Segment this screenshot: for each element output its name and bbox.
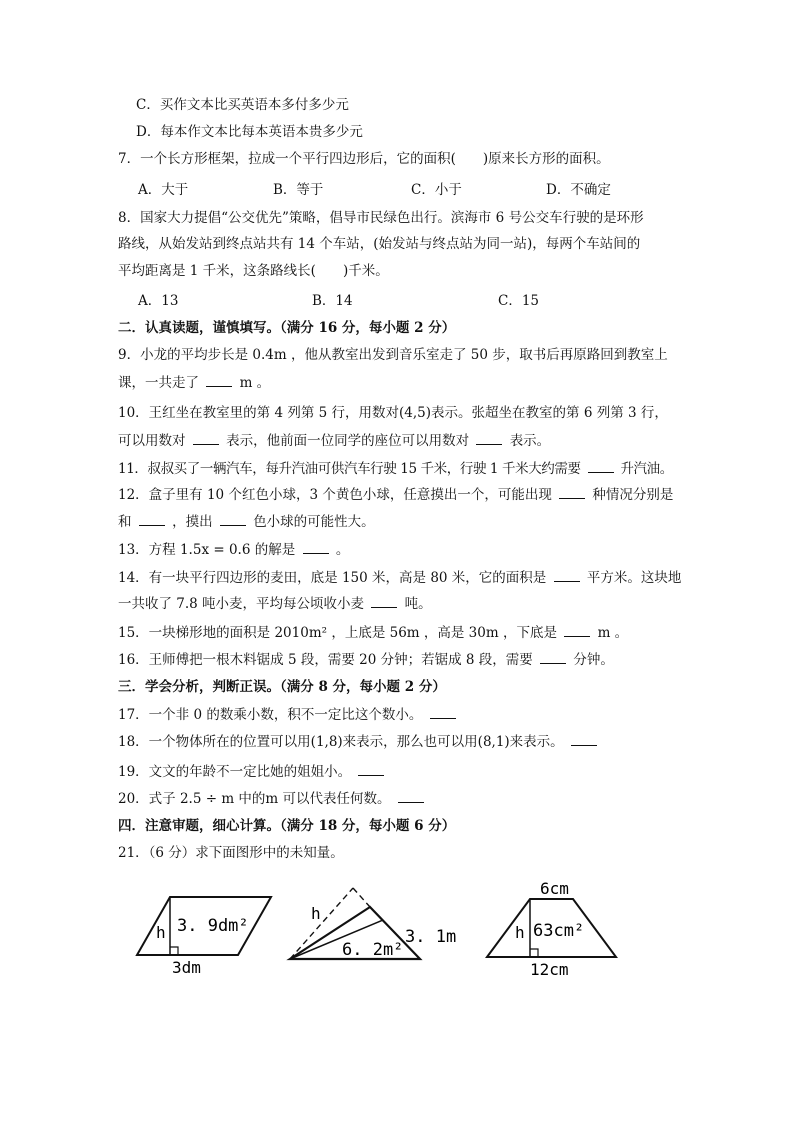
q14-answer-blank-2[interactable] (371, 595, 397, 608)
q10-answer-blank-2[interactable] (476, 432, 502, 445)
q14-text-c: 一共收了 7.8 吨小麦，平均每公顷收小麦 (118, 596, 365, 612)
q6-option-d: D．每本作文本比每本英语本贵多少元 (136, 124, 363, 140)
q7-text: 7．一个长方形框架，拉成一个平行四边形后，它的面积( )原来长方形的面积。 (118, 151, 610, 167)
q12-answer-blank-2[interactable] (139, 513, 165, 526)
q8-line2: 路线，从始发站到终点站共有 14 个车站，(始发站与终点站为同一站)，每两个车站间的 (118, 236, 641, 252)
q10-text-b: 表示，他前面一位同学的座位可以用数对 (226, 433, 470, 449)
fig2-side-label: 3. 1m (405, 927, 457, 947)
fig3-bottom-label: 12cm (530, 960, 569, 979)
q8-line1: 8．国家大力提倡“公交优先”策略，倡导市民绿色出行。滨海市 6 号公交车行驶的是环形 (118, 210, 644, 226)
q12-text-e: 色小球的可能性大。 (253, 514, 375, 530)
q10-line1: 10．王红坐在教室里的第 4 列第 5 行，用数对(4,5)表示。张超坐在教室的第 6 列第 3 行， (118, 405, 668, 421)
q21-figures (0, 875, 794, 1025)
q11-text-b: 升汽油。 (620, 461, 673, 477)
q18-answer-blank[interactable] (571, 733, 597, 746)
q13-text-a: 13．方程 1.5x = 0.6 的解是 (118, 542, 296, 558)
q17-answer-blank[interactable] (430, 706, 456, 719)
fig3-top-label: 6cm (540, 879, 569, 898)
q6-option-c: C．买作文本比买英语本多付多少元 (136, 97, 349, 113)
q12-text-b: 种情况分别是 (592, 487, 674, 503)
q12-text-c: 和 (118, 514, 132, 530)
q10-text-c: 表示。 (509, 433, 551, 449)
q7-option-d: D．不确定 (546, 182, 611, 198)
fig1-h-label: h (156, 923, 166, 942)
q19-text: 19．文文的年龄不一定比她的姐姐小。 (118, 764, 352, 780)
q9-answer-blank[interactable] (206, 374, 232, 387)
q9-text-a: 课，一共走了 (118, 375, 199, 391)
q9-line2 (118, 373, 270, 393)
figure-parallelogram (137, 897, 271, 977)
q20-text: 20．式子 2.5 ÷ m 中的m 可以代表任何数。 (118, 791, 391, 807)
q12-text-d: ，摸出 (172, 514, 213, 530)
q18-line (118, 732, 600, 752)
q20-line (118, 789, 427, 809)
fig1-area-label: 3. 9dm² (177, 916, 249, 936)
q11-answer-blank[interactable] (588, 460, 614, 473)
fig3-h-label: h (515, 923, 525, 942)
q12-answer-blank-3[interactable] (220, 513, 246, 526)
q20-answer-blank[interactable] (398, 790, 424, 803)
q15-answer-blank[interactable] (564, 624, 590, 637)
q11-text-a: 11．叔叔买了一辆汽车，每升汽油可供汽车行驶 15 千米，行驶 1 千米大约需要 (118, 461, 581, 477)
q17-line (118, 705, 459, 725)
section2-header: 二．认真读题，谨慎填写。（满分 16 分，每小题 2 分） (118, 320, 456, 336)
fig1-base-label: 3dm (172, 958, 201, 977)
q7-option-a: A．大于 (138, 182, 189, 198)
q14-text-a: 14．有一块平行四边形的麦田，底是 150 米，高是 80 米，它的面积是 (118, 570, 547, 586)
q7-option-c: C．小于 (411, 182, 462, 198)
q12-answer-blank-1[interactable] (559, 486, 585, 499)
q8-line3: 平均距离是 1 千米，这条路线长( )千米。 (118, 263, 389, 279)
q16-line (118, 650, 614, 670)
q8-option-c: C．15 (498, 293, 540, 309)
q9-text-b: m 。 (239, 375, 271, 391)
q8-option-b: B．14 (312, 293, 353, 309)
q16-text-a: 16．王师傅把一根木料锯成 5 段，需要 20 分钟；若锯成 8 段，需要 (118, 652, 533, 668)
q14-line1 (118, 568, 681, 588)
q21-text: 21．（6 分）求下面图形中的未知量。 (118, 845, 344, 861)
q16-text-b: 分钟。 (573, 652, 614, 668)
figure-triangle (290, 888, 456, 960)
q12-text-a: 12．盒子里有 10 个红色小球，3 个黄色小球，任意摸出一个，可能出现 (118, 487, 552, 503)
q9-line1: 9．小龙的平均步长是 0.4m ，他从教室出发到音乐室走了 50 步，取书后再原路回到教室上 (118, 347, 668, 363)
q14-line2 (118, 594, 432, 614)
q18-text: 18．一个物体所在的位置可以用(1,8)来表示，那么也可以用(8,1)来表示。 (118, 734, 564, 750)
fig2-h-label: h (311, 904, 321, 923)
fig3-area-label: 63cm² (533, 921, 585, 941)
q10-line2 (118, 431, 550, 451)
q17-text: 17．一个非 0 的数乘小数，积不一定比这个数小。 (118, 707, 423, 723)
q14-text-d: 吨。 (404, 596, 432, 612)
q14-text-b: 平方米。这块地 (586, 570, 682, 586)
q15-text-a: 15．一块梯形地的面积是 2010m² ，上底是 56m ，高是 30m ，下底是 (118, 625, 557, 641)
q15-text-b: m 。 (597, 625, 629, 641)
figure-trapezoid (487, 879, 616, 979)
q13-line (118, 540, 349, 560)
q11-line (118, 459, 673, 479)
q13-answer-blank[interactable] (303, 541, 329, 554)
q19-answer-blank[interactable] (358, 763, 384, 776)
q8-option-a: A．13 (138, 293, 179, 309)
fig2-area-label: 6. 2m² (342, 940, 404, 960)
q19-line (118, 762, 387, 782)
q14-answer-blank-1[interactable] (554, 569, 580, 582)
section3-header: 三．学会分析，判断正误。（满分 8 分，每小题 2 分） (118, 679, 446, 695)
q16-answer-blank[interactable] (540, 651, 566, 664)
q10-answer-blank-1[interactable] (193, 432, 219, 445)
q12-line1 (118, 485, 673, 505)
q10-text-a: 可以用数对 (118, 433, 186, 449)
q13-text-b: 。 (335, 542, 350, 558)
section4-header: 四．注意审题，细心计算。（满分 18 分，每小题 6 分） (118, 818, 456, 834)
q15-line (118, 623, 628, 643)
q12-line2 (118, 512, 375, 532)
q7-option-b: B．等于 (273, 182, 324, 198)
